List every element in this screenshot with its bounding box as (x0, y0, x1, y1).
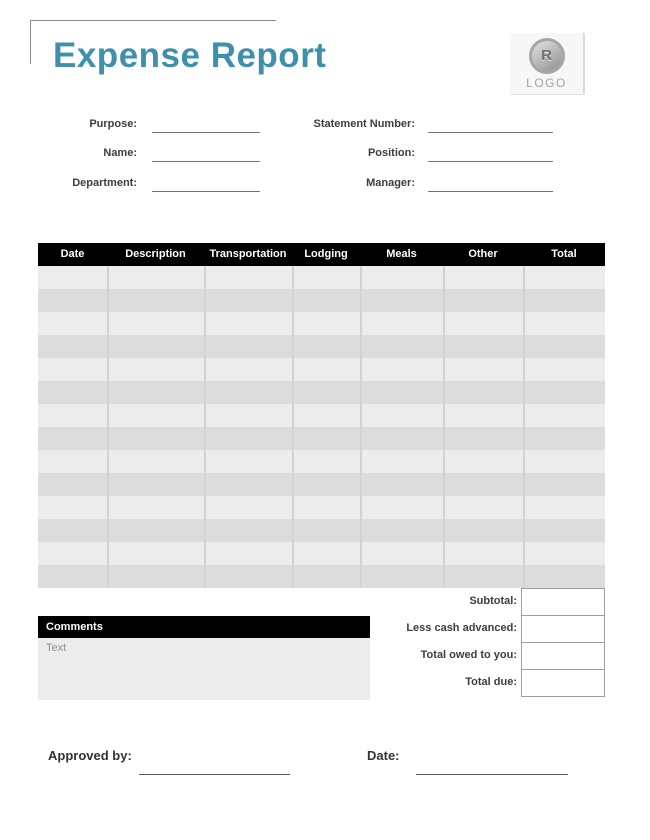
purpose-label: Purpose: (89, 118, 137, 130)
table-cell[interactable] (204, 289, 292, 312)
table-cell[interactable] (292, 473, 360, 496)
column-header: Transportation (209, 248, 287, 260)
table-cell[interactable] (523, 496, 605, 519)
statement-number-input-line[interactable] (428, 117, 553, 133)
table-cell[interactable] (38, 289, 107, 312)
table-cell[interactable] (107, 358, 204, 381)
table-cell[interactable] (38, 519, 107, 542)
field-row-department (38, 176, 260, 193)
manager-label: Manager: (366, 177, 415, 189)
table-cell[interactable] (292, 519, 360, 542)
table-cell[interactable] (360, 358, 443, 381)
table-cell[interactable] (360, 565, 443, 588)
table-cell[interactable] (292, 266, 360, 289)
table-cell[interactable] (360, 381, 443, 404)
table-cell[interactable] (38, 450, 107, 473)
expense-table (38, 243, 605, 588)
field-row-position (310, 146, 553, 163)
total-due-input-box[interactable] (521, 669, 605, 697)
table-cell[interactable] (443, 266, 523, 289)
table-cell[interactable] (38, 335, 107, 358)
table-cell[interactable] (443, 335, 523, 358)
table-cell[interactable] (523, 519, 605, 542)
table-cell[interactable] (38, 496, 107, 519)
table-cell[interactable] (292, 358, 360, 381)
table-cell[interactable] (443, 404, 523, 427)
table-row (38, 381, 605, 404)
table-cell[interactable] (38, 312, 107, 335)
summary-section (330, 588, 605, 697)
total-owed-input-box[interactable] (521, 642, 605, 670)
table-row (38, 473, 605, 496)
table-cell[interactable] (107, 519, 204, 542)
table-cell[interactable] (38, 266, 107, 289)
table-cell[interactable] (204, 381, 292, 404)
table-cell[interactable] (204, 404, 292, 427)
table-cell[interactable] (523, 358, 605, 381)
table-cell[interactable] (204, 496, 292, 519)
table-cell[interactable] (443, 450, 523, 473)
table-row (38, 404, 605, 427)
total-owed-label: Total owed to you: (420, 649, 517, 661)
table-cell[interactable] (523, 289, 605, 312)
expense-table-body (38, 266, 605, 588)
department-input-line[interactable] (152, 176, 260, 192)
table-cell[interactable] (523, 381, 605, 404)
table-cell[interactable] (292, 542, 360, 565)
column-header: Date (60, 248, 85, 260)
field-row-purpose (38, 117, 260, 134)
table-row (38, 335, 605, 358)
date-label: Date: (367, 748, 400, 763)
subtotal-input-box[interactable] (521, 588, 605, 616)
table-cell[interactable] (107, 542, 204, 565)
logo (510, 33, 585, 95)
manager-input-line[interactable] (428, 176, 553, 192)
table-cell[interactable] (38, 404, 107, 427)
table-row (38, 312, 605, 335)
table-cell[interactable] (38, 427, 107, 450)
table-cell[interactable] (523, 450, 605, 473)
table-cell[interactable] (360, 542, 443, 565)
purpose-input-line[interactable] (152, 117, 260, 133)
less-cash-advanced-input-box[interactable] (521, 615, 605, 643)
page-title: Expense Report (53, 36, 327, 75)
table-cell[interactable] (292, 565, 360, 588)
subtotal-label: Subtotal: (469, 595, 517, 607)
total-due-label: Total due: (465, 676, 517, 688)
table-row (38, 266, 605, 289)
field-row-statement-number (310, 117, 553, 134)
table-cell[interactable] (107, 266, 204, 289)
position-input-line[interactable] (428, 146, 553, 162)
summary-row-subtotal (330, 588, 605, 616)
table-cell[interactable] (107, 450, 204, 473)
table-cell[interactable] (38, 358, 107, 381)
table-cell[interactable] (523, 542, 605, 565)
table-cell[interactable] (204, 473, 292, 496)
table-cell[interactable] (443, 312, 523, 335)
expense-table-header (38, 243, 605, 266)
comments-input[interactable]: Text (38, 638, 370, 700)
table-cell[interactable] (38, 565, 107, 588)
table-cell[interactable] (292, 427, 360, 450)
table-cell[interactable] (107, 565, 204, 588)
table-cell[interactable] (443, 381, 523, 404)
position-label: Position: (367, 147, 415, 159)
table-cell[interactable] (204, 335, 292, 358)
table-cell[interactable] (523, 565, 605, 588)
name-input-line[interactable] (152, 146, 260, 162)
table-cell[interactable] (523, 427, 605, 450)
name-label: Name: (103, 147, 137, 159)
table-cell[interactable] (443, 542, 523, 565)
table-cell[interactable] (443, 519, 523, 542)
table-cell[interactable] (360, 289, 443, 312)
table-cell[interactable] (360, 496, 443, 519)
table-row (38, 450, 605, 473)
table-row (38, 542, 605, 565)
column-header: Lodging (304, 248, 348, 260)
table-cell[interactable] (292, 335, 360, 358)
table-cell[interactable] (204, 450, 292, 473)
table-cell[interactable] (523, 335, 605, 358)
field-row-manager (310, 176, 553, 193)
table-cell[interactable] (360, 266, 443, 289)
table-cell[interactable] (360, 473, 443, 496)
table-row (38, 519, 605, 542)
table-cell[interactable] (38, 381, 107, 404)
table-cell[interactable] (107, 404, 204, 427)
summary-row-less-cash-advanced (330, 615, 605, 643)
table-row (38, 358, 605, 381)
column-header: Meals (386, 248, 417, 260)
table-cell[interactable] (360, 335, 443, 358)
table-row (38, 427, 605, 450)
column-header: Description (125, 248, 186, 260)
table-cell[interactable] (360, 404, 443, 427)
column-header: Other (468, 248, 498, 260)
statement-number-label: Statement Number: (313, 118, 415, 130)
table-cell[interactable] (360, 312, 443, 335)
table-cell[interactable] (292, 450, 360, 473)
table-cell[interactable] (204, 266, 292, 289)
table-cell[interactable] (38, 542, 107, 565)
table-cell[interactable] (292, 496, 360, 519)
column-header: Total (551, 248, 577, 260)
table-cell[interactable] (360, 519, 443, 542)
table-cell[interactable] (204, 358, 292, 381)
summary-row-total-due (330, 669, 605, 697)
comments-header: Comments (38, 616, 370, 638)
table-cell[interactable] (523, 404, 605, 427)
table-cell[interactable] (292, 404, 360, 427)
table-row (38, 289, 605, 312)
table-cell[interactable] (204, 312, 292, 335)
table-cell[interactable] (38, 473, 107, 496)
table-cell[interactable] (107, 335, 204, 358)
table-cell[interactable] (360, 427, 443, 450)
department-label: Department: (72, 177, 137, 189)
table-cell[interactable] (107, 496, 204, 519)
table-cell[interactable] (107, 427, 204, 450)
table-row (38, 565, 605, 588)
table-cell[interactable] (443, 427, 523, 450)
table-row (38, 496, 605, 519)
table-cell[interactable] (523, 312, 605, 335)
table-cell[interactable] (107, 312, 204, 335)
field-row-name (38, 146, 260, 163)
table-cell[interactable] (204, 565, 292, 588)
table-cell[interactable] (443, 565, 523, 588)
table-cell[interactable] (107, 473, 204, 496)
logo-label: LOGO (526, 75, 567, 90)
table-cell[interactable] (360, 450, 443, 473)
date-line[interactable] (416, 774, 568, 775)
registered-trademark-icon: R (529, 38, 565, 74)
table-cell[interactable] (107, 381, 204, 404)
table-cell[interactable] (443, 358, 523, 381)
comments-section (38, 616, 370, 700)
table-cell[interactable] (443, 496, 523, 519)
less-cash-advanced-label: Less cash advanced: (406, 622, 517, 634)
table-cell[interactable] (443, 473, 523, 496)
table-cell[interactable] (523, 266, 605, 289)
table-cell[interactable] (107, 289, 204, 312)
approved-by-line[interactable] (139, 774, 290, 775)
table-cell[interactable] (292, 381, 360, 404)
table-cell[interactable] (204, 542, 292, 565)
summary-row-total-owed (330, 642, 605, 670)
table-cell[interactable] (443, 289, 523, 312)
table-cell[interactable] (204, 519, 292, 542)
table-cell[interactable] (523, 473, 605, 496)
table-cell[interactable] (292, 289, 360, 312)
approved-by-label: Approved by: (48, 748, 132, 763)
table-cell[interactable] (204, 427, 292, 450)
table-cell[interactable] (292, 312, 360, 335)
